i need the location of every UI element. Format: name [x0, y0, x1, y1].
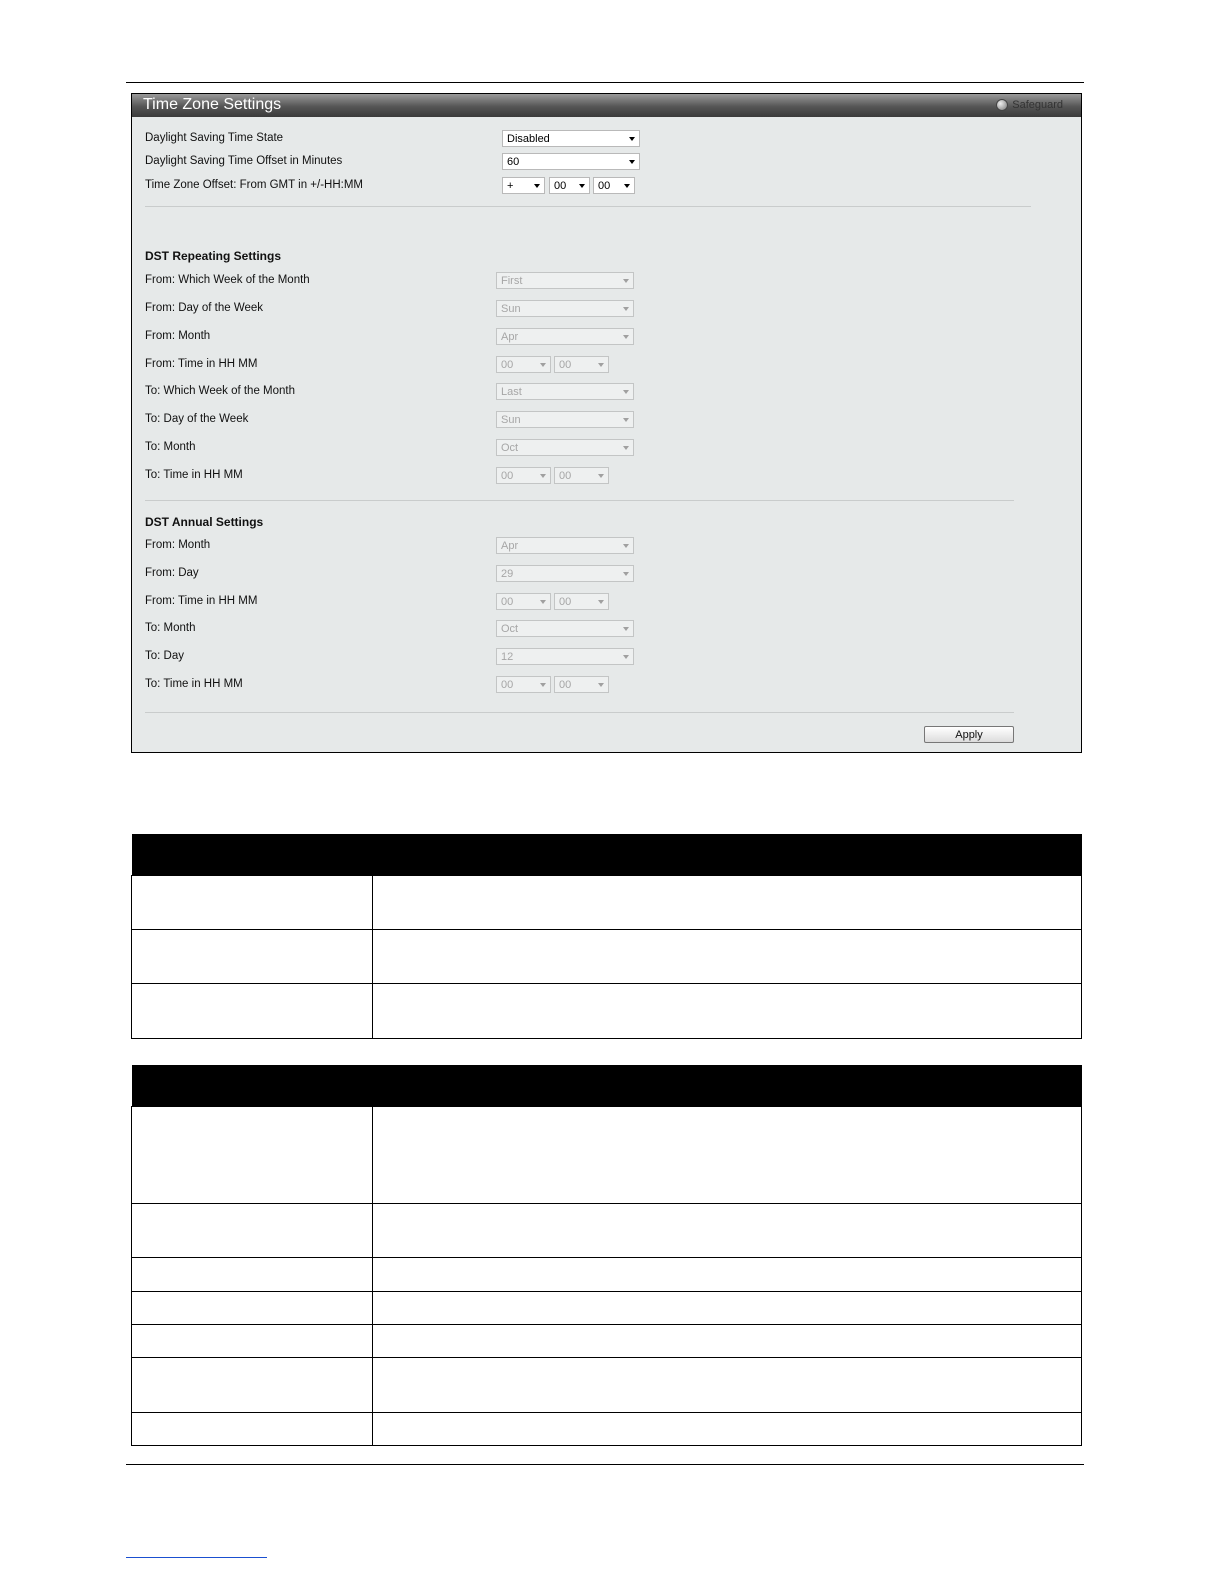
chevron-down-icon: [623, 446, 629, 450]
chevron-down-icon: [623, 418, 629, 422]
table-cell: [373, 1258, 1082, 1292]
chevron-down-icon: [629, 137, 635, 141]
table-row: [132, 1325, 1082, 1358]
table-row: [132, 1292, 1082, 1325]
chevron-down-icon: [540, 474, 546, 478]
divider: [145, 206, 1031, 207]
footer-link-underline[interactable]: [126, 1557, 267, 1558]
rep-to-time-label: To: Time in HH MM: [145, 469, 243, 481]
table-row: [132, 1358, 1082, 1413]
dst-state-select[interactable]: Disabled: [502, 130, 640, 147]
table-row: [132, 876, 1082, 930]
chevron-down-icon: [540, 683, 546, 687]
ann-from-month-label: From: Month: [145, 539, 211, 551]
table-header-row: [132, 834, 1082, 876]
rep-to-hour-select[interactable]: 00: [496, 467, 551, 484]
table-cell: [132, 1292, 373, 1325]
ann-from-month-select[interactable]: Apr: [496, 537, 634, 554]
table-cell: [373, 1292, 1082, 1325]
table-cell: [132, 1204, 373, 1258]
table-cell: [373, 1107, 1082, 1204]
chevron-down-icon: [540, 600, 546, 604]
divider: [145, 712, 1014, 713]
ann-to-month-label: To: Month: [145, 622, 196, 634]
table-cell: [132, 984, 373, 1039]
table-cell: [373, 1204, 1082, 1258]
chevron-down-icon: [623, 544, 629, 548]
time-zone-settings-panel: [131, 93, 1082, 753]
table-cell: [132, 1325, 373, 1358]
rep-from-week-label: From: Which Week of the Month: [145, 274, 310, 286]
rep-to-month-select[interactable]: Oct: [496, 439, 634, 456]
rep-from-month-select[interactable]: Apr: [496, 328, 634, 345]
chevron-down-icon: [623, 572, 629, 576]
dst-state-label: Daylight Saving Time State: [145, 132, 284, 144]
table-cell: [373, 1413, 1082, 1446]
table-cell: [132, 876, 373, 930]
ann-to-hour-select[interactable]: 00: [496, 676, 551, 693]
ann-to-time-label: To: Time in HH MM: [145, 678, 243, 690]
safeguard-label: Safeguard: [1012, 99, 1063, 111]
tz-offset-label: Time Zone Offset: From GMT in +/-HH:MM: [145, 179, 364, 191]
ann-to-minute-select[interactable]: 00: [554, 676, 609, 693]
bottom-rule: [126, 1464, 1084, 1465]
top-rule: [126, 82, 1084, 83]
rep-from-day-label: From: Day of the Week: [145, 302, 264, 314]
ann-to-day-label: To: Day: [145, 650, 184, 662]
table-header-cell: [132, 834, 373, 876]
tz-offset-sign-select[interactable]: +: [502, 177, 545, 194]
tz-offset-minutes-select[interactable]: 00: [593, 177, 635, 194]
table-cell: [373, 930, 1082, 984]
apply-button[interactable]: Apply: [924, 726, 1014, 743]
rep-to-week-select[interactable]: Last: [496, 383, 634, 400]
panel-title: Time Zone Settings: [143, 96, 282, 113]
table-row: [132, 1107, 1082, 1204]
rep-to-minute-select[interactable]: 00: [554, 467, 609, 484]
ann-from-time-label: From: Time in HH MM: [145, 595, 258, 607]
rep-to-week-label: To: Which Week of the Month: [145, 385, 295, 397]
table-cell: [132, 930, 373, 984]
table-cell: [132, 1258, 373, 1292]
rep-to-day-select[interactable]: Sun: [496, 411, 634, 428]
rep-from-minute-select[interactable]: 00: [554, 356, 609, 373]
table-cell: [373, 1325, 1082, 1358]
ann-from-hour-select[interactable]: 00: [496, 593, 551, 610]
dst-repeating-heading: DST Repeating Settings: [145, 249, 282, 263]
dst-annual-heading: DST Annual Settings: [145, 515, 264, 529]
dst-offset-select[interactable]: 60: [502, 153, 640, 170]
rep-to-month-label: To: Month: [145, 441, 196, 453]
chevron-down-icon: [623, 655, 629, 659]
table-header-row: [132, 1065, 1082, 1107]
chevron-down-icon: [623, 627, 629, 631]
table-cell: [132, 1358, 373, 1413]
table-row: [132, 1413, 1082, 1446]
ann-from-day-label: From: Day: [145, 567, 199, 579]
chevron-down-icon: [598, 600, 604, 604]
dst-offset-label: Daylight Saving Time Offset in Minutes: [145, 155, 343, 167]
safeguard-icon: [996, 99, 1008, 111]
ann-from-minute-select[interactable]: 00: [554, 593, 609, 610]
parameter-table-2: [131, 1065, 1082, 1446]
table-cell: [373, 1358, 1082, 1413]
rep-from-week-select[interactable]: First: [496, 272, 634, 289]
rep-to-day-label: To: Day of the Week: [145, 413, 249, 425]
chevron-down-icon: [624, 184, 630, 188]
chevron-down-icon: [534, 184, 540, 188]
chevron-down-icon: [623, 335, 629, 339]
panel-title-bar: [132, 94, 1081, 117]
table-row: [132, 984, 1082, 1039]
chevron-down-icon: [629, 160, 635, 164]
table-cell: [373, 876, 1082, 930]
divider: [145, 500, 1014, 501]
rep-from-time-label: From: Time in HH MM: [145, 358, 258, 370]
tz-offset-hours-select[interactable]: 00: [549, 177, 590, 194]
safeguard-indicator[interactable]: [996, 99, 1063, 111]
chevron-down-icon: [579, 184, 585, 188]
parameter-table-1: [131, 834, 1082, 1039]
chevron-down-icon: [623, 307, 629, 311]
table-cell: [132, 1107, 373, 1204]
rep-from-month-label: From: Month: [145, 330, 211, 342]
ann-to-day-select[interactable]: 12: [496, 648, 634, 665]
table-cell: [373, 984, 1082, 1039]
ann-to-month-select[interactable]: Oct: [496, 620, 634, 637]
table-header-cell: [373, 834, 1082, 876]
ann-from-day-select[interactable]: 29: [496, 565, 634, 582]
chevron-down-icon: [540, 363, 546, 367]
table-header-cell: [373, 1065, 1082, 1107]
chevron-down-icon: [623, 279, 629, 283]
chevron-down-icon: [598, 474, 604, 478]
rep-from-hour-select[interactable]: 00: [496, 356, 551, 373]
chevron-down-icon: [623, 390, 629, 394]
table-row: [132, 1204, 1082, 1258]
rep-from-day-select[interactable]: Sun: [496, 300, 634, 317]
table-header-cell: [132, 1065, 373, 1107]
table-cell: [132, 1413, 373, 1446]
chevron-down-icon: [598, 683, 604, 687]
table-row: [132, 930, 1082, 984]
chevron-down-icon: [598, 363, 604, 367]
table-row: [132, 1258, 1082, 1292]
